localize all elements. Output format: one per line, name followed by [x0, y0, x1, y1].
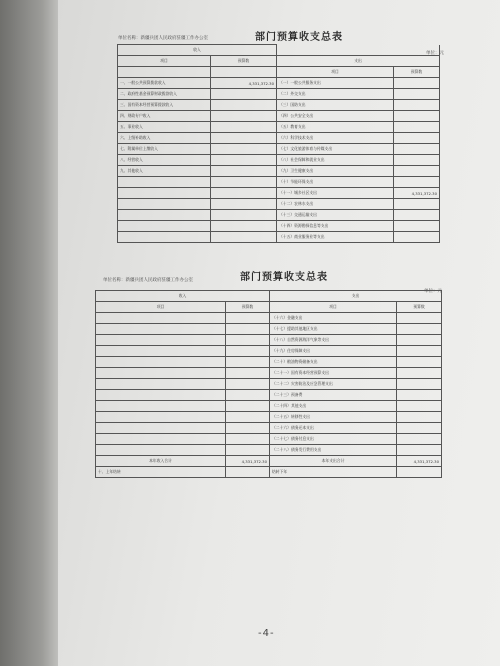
income-item: 六、上级补助收入	[118, 133, 211, 144]
income-total-value: 4,331,372.30	[226, 456, 270, 467]
table1-expense-item-col: 项目	[277, 67, 394, 78]
table1-income-header: 收入	[118, 45, 277, 56]
expense-item: （十七）援助其他地区支出	[270, 324, 397, 335]
expense-value	[394, 199, 440, 210]
expense-value	[397, 412, 442, 423]
expense-item: （十九）住房保障支出	[270, 346, 397, 357]
income-value	[226, 324, 270, 335]
income-value	[226, 379, 270, 390]
income-item	[118, 221, 211, 232]
income-value	[226, 423, 270, 434]
expense-item: （二十三）预备费	[270, 390, 397, 401]
table-row	[96, 434, 442, 445]
expense-item: （二十二）灾害防治及应急管理支出	[270, 379, 397, 390]
income-item	[96, 368, 226, 379]
expense-value	[394, 166, 440, 177]
table1-grid	[117, 44, 440, 243]
income-item	[118, 188, 211, 199]
table2-expense-header: 支出	[270, 291, 442, 302]
table-row	[118, 89, 440, 100]
expense-value	[394, 155, 440, 166]
income-item	[96, 412, 226, 423]
table2-grid	[95, 290, 442, 478]
expense-value	[397, 401, 442, 412]
table-row	[96, 423, 442, 434]
income-value	[226, 313, 270, 324]
expense-value: 4,331,372.30	[394, 188, 440, 199]
expense-item: （二十）粮油物资储备支出	[270, 357, 397, 368]
expense-value	[397, 313, 442, 324]
expense-item: （五）教育支出	[277, 122, 394, 133]
income-value	[226, 412, 270, 423]
expense-item: （十一）城乡社区支出	[277, 188, 394, 199]
table2-income-item-col: 项目	[96, 302, 226, 313]
table1-income-budget-col: 预算数	[211, 56, 277, 67]
expense-item: （十六）金融支出	[270, 313, 397, 324]
table-row	[118, 210, 440, 221]
income-item	[96, 324, 226, 335]
income-value	[211, 89, 277, 100]
expense-total-label: 本年支出合计	[270, 456, 397, 467]
table2-unit: 单位：元	[424, 289, 442, 294]
income-value	[226, 434, 270, 445]
table-row	[118, 177, 440, 188]
table-row	[118, 78, 440, 89]
table-row	[96, 401, 442, 412]
income-item	[96, 346, 226, 357]
income-value	[211, 232, 277, 243]
expense-value	[397, 346, 442, 357]
income-value	[226, 445, 270, 456]
income-value	[211, 188, 277, 199]
expense-item: （十三）交通运输支出	[277, 210, 394, 221]
income-value	[226, 346, 270, 357]
income-value	[211, 133, 277, 144]
table-row	[118, 111, 440, 122]
income-item	[118, 199, 211, 210]
expense-item: （三）国防支出	[277, 100, 394, 111]
table-row	[96, 368, 442, 379]
income-total-label: 本年收入合计	[96, 456, 226, 467]
expense-value	[397, 434, 442, 445]
expense-item: （十四）资源勘探信息等支出	[277, 221, 394, 232]
expense-value	[394, 122, 440, 133]
expense-value	[394, 133, 440, 144]
expense-item: （十）节能环保支出	[277, 177, 394, 188]
expense-total-value: 4,331,372.30	[397, 456, 442, 467]
income-item	[96, 423, 226, 434]
expense-item: （九）卫生健康支出	[277, 166, 394, 177]
carry-in-label: 十、上年结转	[96, 467, 226, 478]
expense-value	[394, 144, 440, 155]
expense-item: （七）文化旅游体育与传媒支出	[277, 144, 394, 155]
expense-item: （二）外交支出	[277, 89, 394, 100]
expense-item: （十八）自然资源海洋气象等支出	[270, 335, 397, 346]
carry-over-row	[96, 467, 442, 478]
expense-value	[394, 221, 440, 232]
carry-out-label: 结转下年	[270, 467, 397, 478]
totals-row	[96, 456, 442, 467]
income-value	[226, 390, 270, 401]
income-value	[211, 100, 277, 111]
table-row	[118, 144, 440, 155]
expense-value	[394, 111, 440, 122]
table2-expense-budget-col: 预算数	[397, 302, 442, 313]
income-value	[211, 199, 277, 210]
expense-value	[394, 100, 440, 111]
budget-table-2	[0, 250, 500, 510]
expense-item: （二十六）债务还本支出	[270, 423, 397, 434]
expense-value	[394, 210, 440, 221]
table-row	[96, 357, 442, 368]
income-item: 九、其他收入	[118, 166, 211, 177]
expense-item: （二十八）债务发行费用支出	[270, 445, 397, 456]
expense-value	[397, 324, 442, 335]
table-row	[118, 199, 440, 210]
income-item	[96, 379, 226, 390]
income-item: 五、事业收入	[118, 122, 211, 133]
table-row	[96, 346, 442, 357]
table2-title: 部门预算收支总表	[240, 272, 328, 283]
table1-expense-budget-col: 预算数	[394, 67, 440, 78]
table-row	[96, 390, 442, 401]
income-item	[118, 210, 211, 221]
income-value	[226, 357, 270, 368]
table1-unit: 单位：元	[426, 51, 444, 56]
expense-value	[397, 357, 442, 368]
income-item	[118, 232, 211, 243]
income-value	[211, 210, 277, 221]
income-item: 八、经营收入	[118, 155, 211, 166]
income-item	[96, 434, 226, 445]
expense-value	[394, 89, 440, 100]
table2-income-header: 收入	[96, 291, 270, 302]
income-item: 七、附属单位上缴收入	[118, 144, 211, 155]
expense-value	[394, 177, 440, 188]
table-row	[118, 100, 440, 111]
table-row	[96, 324, 442, 335]
table-row	[118, 155, 440, 166]
income-item	[96, 313, 226, 324]
expense-item: （二十五）转移性支出	[270, 412, 397, 423]
income-item: 三、国有资本经营预算拨款收入	[118, 100, 211, 111]
income-value	[211, 166, 277, 177]
income-value	[226, 401, 270, 412]
table-row	[96, 379, 442, 390]
table-row	[118, 188, 440, 199]
table-row	[118, 133, 440, 144]
income-item	[96, 357, 226, 368]
expense-value	[397, 368, 442, 379]
budget-table-1	[0, 0, 500, 260]
table-row	[118, 221, 440, 232]
income-item: 四、财政专户收入	[118, 111, 211, 122]
table1-unit-name: 单位名称：新疆兵团人民政府驻疆工作办公室	[118, 36, 208, 41]
income-value	[211, 221, 277, 232]
expense-item: （二十四）其他支出	[270, 401, 397, 412]
income-value	[211, 177, 277, 188]
income-value	[211, 111, 277, 122]
table-row	[96, 445, 442, 456]
table2-income-budget-col: 预算数	[226, 302, 270, 313]
expense-value	[397, 390, 442, 401]
table-row	[118, 232, 440, 243]
table2-unit-name: 单位名称：新疆兵团人民政府驻疆工作办公室	[103, 278, 193, 283]
table-row	[96, 335, 442, 346]
income-item: 二、政府性基金预算财政拨款收入	[118, 89, 211, 100]
income-item	[96, 390, 226, 401]
expense-value	[397, 445, 442, 456]
expense-value	[397, 335, 442, 346]
expense-value	[397, 379, 442, 390]
table2-expense-item-col: 项目	[270, 302, 397, 313]
income-item	[96, 335, 226, 346]
table-row	[118, 122, 440, 133]
income-item	[96, 445, 226, 456]
income-value	[211, 155, 277, 166]
expense-value	[394, 232, 440, 243]
expense-item: （十二）农林水支出	[277, 199, 394, 210]
income-value	[226, 335, 270, 346]
table1-income-item-col: 项目	[118, 56, 211, 67]
page-number: -4-	[258, 628, 275, 639]
expense-value	[394, 78, 440, 89]
income-value	[211, 144, 277, 155]
expense-value	[397, 423, 442, 434]
income-item: 一、一般公共预算拨款收入	[118, 78, 211, 89]
table-row	[96, 313, 442, 324]
expense-item: （二十七）债务付息支出	[270, 434, 397, 445]
income-value: 4,331,372.30	[211, 78, 277, 89]
income-value	[211, 122, 277, 133]
expense-item: （十五）商业服务业等支出	[277, 232, 394, 243]
table-row	[118, 166, 440, 177]
expense-item: （二十一）国有资本经营预算支出	[270, 368, 397, 379]
table-row	[96, 412, 442, 423]
expense-item: （六）科学技术支出	[277, 133, 394, 144]
expense-item: （一）一般公共服务支出	[277, 78, 394, 89]
income-value	[226, 368, 270, 379]
table1-expense-header: 支出	[277, 56, 440, 67]
expense-item: （四）公共安全支出	[277, 111, 394, 122]
table1-title: 部门预算收支总表	[255, 32, 343, 43]
income-item	[118, 177, 211, 188]
expense-item: （八）社会保障和就业支出	[277, 155, 394, 166]
income-item	[96, 401, 226, 412]
